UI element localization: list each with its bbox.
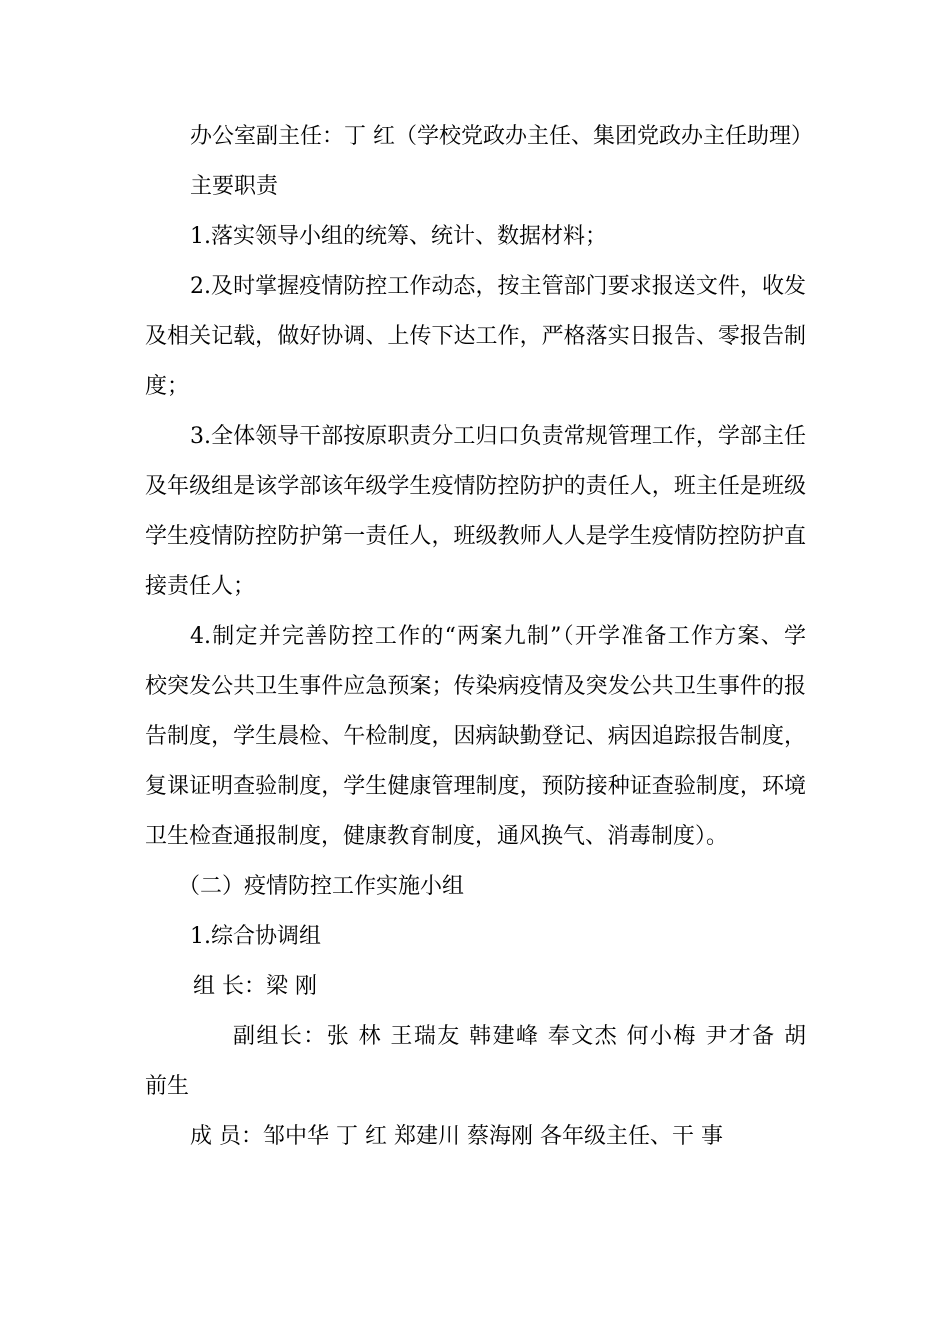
office-deputy-director-line: 办公室副主任：丁 红（学校党政办主任、集团党政办主任助理）	[190, 124, 813, 149]
deputy-leaders-line-1: 副组长：张 林 王瑞友 韩建峰 奉文杰 何小梅 尹才备 胡	[233, 1024, 806, 1049]
group-leader-line: 组 长：梁 刚	[193, 974, 317, 999]
section-2-heading: （二）疫情防控工作实施小组	[178, 874, 465, 899]
duty-item-4-line-1: 4.制定并完善防控工作的“两案九制”（开学准备工作方案、学	[190, 624, 806, 649]
main-duties-heading: 主要职责	[190, 174, 279, 199]
deputy-leaders-line-2: 前生	[145, 1074, 190, 1099]
duty-item-3-line-1: 3.全体领导干部按原职责分工归口负责常规管理工作，学部主任	[190, 424, 806, 449]
duty-item-4-line-5: 卫生检查通报制度，健康教育制度，通风换气、消毒制度）。	[145, 824, 729, 849]
duty-item-2-line-1: 2.及时掌握疫情防控工作动态，按主管部门要求报送文件，收发	[190, 274, 806, 299]
duty-item-2-line-2: 及相关记载，做好协调、上传下达工作，严格落实日报告、零报告制	[145, 324, 806, 349]
duty-item-4-line-3: 告制度，学生晨检、午检制度，因病缺勤登记、病因追踪报告制度，	[145, 724, 806, 749]
duty-item-3-line-4: 接责任人；	[145, 574, 256, 599]
duty-item-1: 1.落实领导小组的统筹、统计、数据材料；	[190, 224, 607, 249]
duty-item-2-line-3: 度；	[145, 374, 190, 399]
duty-item-4-line-4: 复课证明查验制度，学生健康管理制度，预防接种证查验制度，环境	[145, 774, 806, 799]
group-1-heading: 1.综合协调组	[190, 924, 321, 949]
duty-item-3-line-3: 学生疫情防控防护第一责任人，班级教师人人是学生疫情防控防护直	[145, 524, 806, 549]
duty-item-3-line-2: 及年级组是该学部该年级学生疫情防控防护的责任人，班主任是班级	[145, 474, 806, 499]
members-line: 成 员：邹中华 丁 红 郑建川 蔡海刚 各年级主任、干 事	[190, 1124, 723, 1149]
duty-item-4-line-2: 校突发公共卫生事件应急预案；传染病疫情及突发公共卫生事件的报	[145, 674, 806, 699]
